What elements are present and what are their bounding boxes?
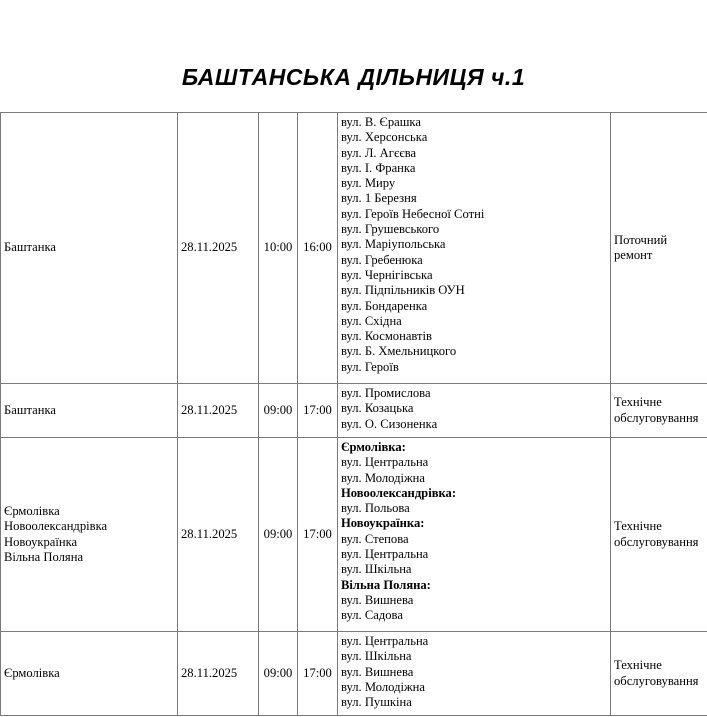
street-name: вул. Героїв — [341, 359, 399, 374]
work-type-text: ремонт — [614, 248, 653, 262]
street-name: вул. Пушкіна — [341, 695, 412, 710]
work-type-text: Технічне — [614, 395, 662, 410]
street-name: вул. В. Єрашка — [341, 115, 421, 129]
village-heading: Вільна Поляна: — [341, 577, 431, 592]
street-name: вул. Шкільна — [341, 649, 412, 664]
start-time-cell: 09:00 — [259, 632, 298, 716]
table-body — [1, 113, 707, 716]
streets-cell — [338, 438, 611, 632]
street-name: вул. Східна — [341, 313, 402, 328]
street-name: вул. Маріупольська — [341, 237, 446, 252]
settlement-cell — [1, 438, 178, 632]
settlement-name: Новоукраїнка — [4, 534, 78, 549]
street-name: вул. Чернігівська — [341, 267, 433, 282]
outage-schedule-table — [0, 112, 707, 716]
settlement-name: Єрмолівка — [4, 665, 60, 680]
street-name: вул. Космонавтів — [341, 329, 432, 344]
street-name: вул. Центральна — [341, 547, 429, 562]
settlement-name: Баштанка — [4, 402, 57, 417]
start-time-cell: 09:00 — [259, 438, 298, 632]
street-name: вул. Підпільників ОУН — [341, 283, 465, 298]
work-type-text: обслуговування — [614, 673, 699, 688]
streets-cell — [338, 384, 611, 438]
work-type-text: Поточний — [614, 232, 668, 247]
date-cell: 28.11.2025 — [178, 384, 259, 438]
street-name: вул. Центральна — [341, 455, 429, 470]
village-heading: Єрмолівка: — [341, 440, 406, 454]
work-type-cell — [611, 438, 707, 632]
street-name: вул. І. Франка — [341, 160, 416, 175]
settlement-name: Вільна Поляна — [4, 549, 84, 564]
street-name: вул. Польова — [341, 501, 410, 516]
work-type-cell — [611, 384, 707, 438]
settlement-cell — [1, 113, 178, 384]
street-name: вул. Шкільна — [341, 562, 412, 577]
village-heading: Новоолександрівка: — [341, 485, 457, 500]
streets-cell — [338, 632, 611, 716]
table-row — [1, 113, 707, 384]
settlement-cell — [1, 632, 178, 716]
end-time-cell: 17:00 — [298, 384, 338, 438]
work-type-cell — [611, 632, 707, 716]
street-name: вул. Промислова — [341, 386, 431, 400]
street-name: вул. Миру — [341, 176, 396, 191]
street-name: вул. Бондаренка — [341, 298, 428, 313]
street-name: вул. Центральна — [341, 634, 429, 648]
work-type-cell — [611, 113, 707, 384]
street-name: вул. Молодіжна — [341, 679, 426, 694]
date-cell: 28.11.2025 — [178, 632, 259, 716]
street-name: вул. О. Сизоненка — [341, 416, 438, 431]
street-name: вул. Вишнева — [341, 592, 414, 607]
date-cell: 28.11.2025 — [178, 438, 259, 632]
street-name: вул. Вишнева — [341, 664, 414, 679]
street-name: вул. Козацька — [341, 401, 414, 416]
date-cell: 28.11.2025 — [178, 113, 259, 384]
work-type-text: Технічне — [614, 658, 662, 673]
village-heading: Новоукраїнка: — [341, 516, 425, 531]
work-type-text: обслуговування — [614, 410, 699, 425]
table-row — [1, 438, 707, 632]
street-name: вул. Садова — [341, 608, 403, 623]
street-name: вул. 1 Березня — [341, 191, 417, 206]
street-name: вул. Б. Хмельницкого — [341, 344, 457, 359]
work-type-text: Технічне — [614, 519, 662, 534]
street-name: вул. Молодіжна — [341, 470, 426, 485]
street-name: вул. Грушевського — [341, 222, 440, 237]
street-name: вул. Гребенюка — [341, 252, 423, 267]
table-row — [1, 632, 707, 716]
street-name: вул. Степова — [341, 531, 409, 546]
work-type-text: обслуговування — [614, 534, 699, 549]
settlement-cell — [1, 384, 178, 438]
settlement-name: Новоолександрівка — [4, 519, 108, 534]
street-name: вул. Героїв Небесної Сотні — [341, 206, 485, 221]
streets-cell — [338, 113, 611, 384]
start-time-cell: 09:00 — [259, 384, 298, 438]
end-time-cell: 16:00 — [298, 113, 338, 384]
street-name: вул. Херсонська — [341, 130, 428, 145]
end-time-cell: 17:00 — [298, 438, 338, 632]
start-time-cell: 10:00 — [259, 113, 298, 384]
settlement-name: Баштанка — [4, 240, 57, 255]
end-time-cell: 17:00 — [298, 632, 338, 716]
table-row — [1, 384, 707, 438]
settlement-name: Єрмолівка — [4, 503, 60, 518]
street-name: вул. Л. Агєєва — [341, 145, 417, 160]
page-title: БАШТАНСЬКА ДІЛЬНИЦЯ ч.1 — [181, 64, 526, 90]
